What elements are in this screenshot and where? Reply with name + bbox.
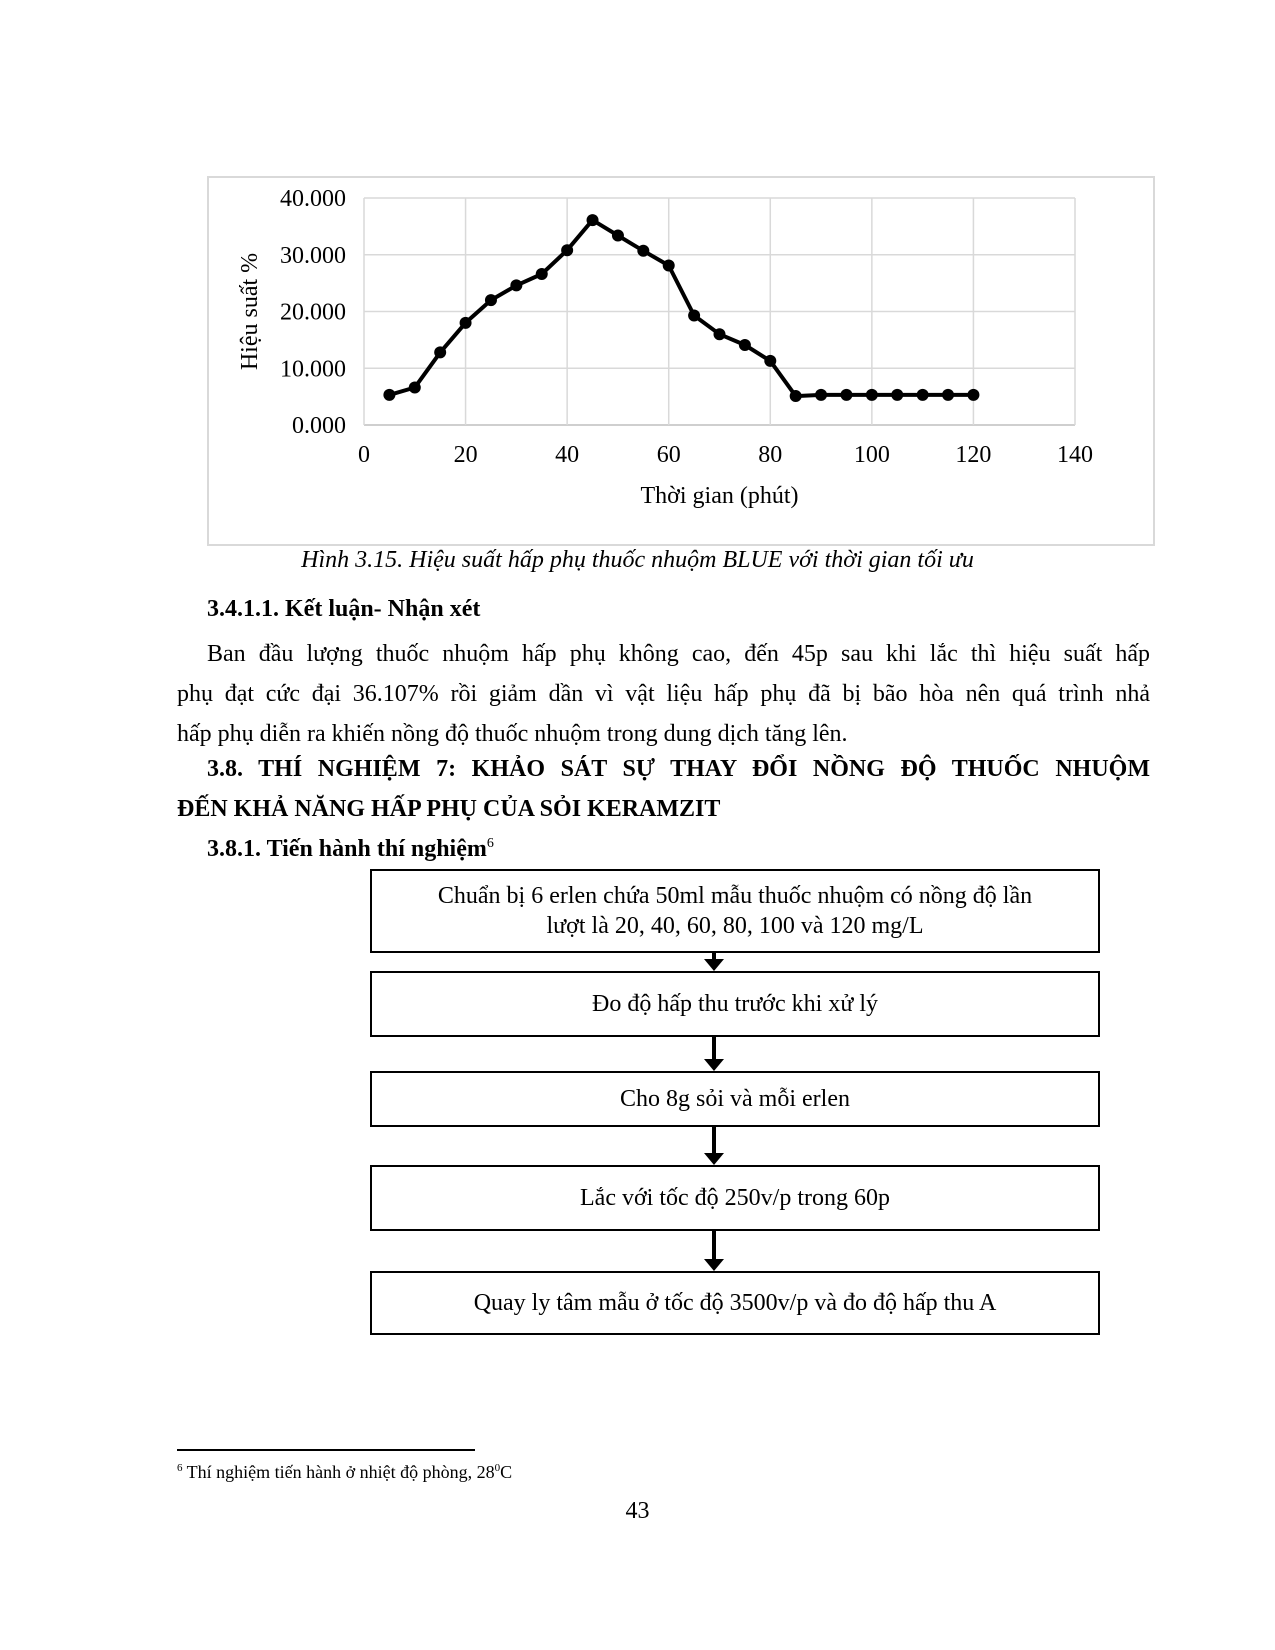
data-point bbox=[561, 244, 573, 256]
flow-arrow bbox=[702, 1037, 726, 1071]
data-point bbox=[764, 355, 776, 367]
section-heading-3-8-continued: ĐẾN KHẢ NĂNG HẤP PHỤ CỦA SỎI KERAMZIT bbox=[177, 796, 721, 822]
flow-step-prepare bbox=[370, 869, 1100, 953]
data-point bbox=[536, 268, 548, 280]
paragraph-line: phụ đạt cức đại 36.107% rồi giảm dần vì vật liệu hấp phụ đã bị bão hòa nên quá trình nhả bbox=[177, 681, 1150, 707]
footnote-text: Thí nghiệm tiến hành ở nhiệt độ phòng, 28 bbox=[182, 1462, 495, 1482]
footnote-rule bbox=[177, 1449, 475, 1451]
x-tick-label: 40 bbox=[555, 442, 580, 468]
data-point bbox=[790, 390, 802, 402]
flow-step-add-gravel-text: Cho 8g sỏi và mỗi erlen bbox=[620, 1086, 850, 1112]
chart-frame bbox=[207, 176, 1155, 546]
footnote-reference: 6 bbox=[486, 836, 494, 851]
y-axis-title: Hiệu suất % bbox=[237, 252, 263, 371]
data-point bbox=[891, 389, 903, 401]
y-tick-label: 10.000 bbox=[280, 356, 346, 383]
flow-step-measure-before-text: Đo độ hấp thu trước khi xử lý bbox=[591, 991, 878, 1017]
x-tick-label: 120 bbox=[955, 442, 992, 468]
data-point bbox=[460, 317, 472, 329]
data-point bbox=[434, 346, 446, 358]
section-heading-3-8-1-text: 3.8.1. Tiến hành thí nghiệm bbox=[207, 836, 487, 862]
x-tick-label: 80 bbox=[758, 442, 783, 468]
flow-step-prepare-line1: Chuẩn bị 6 erlen chứa 50ml mẫu thuốc nhuộm có nồng độ lần bbox=[437, 883, 1033, 909]
section-heading-3-8-1 bbox=[207, 836, 494, 863]
flow-step-prepare-line2: lượt là 20, 40, 60, 80, 100 và 120 mg/L bbox=[546, 913, 924, 939]
flow-arrow bbox=[702, 1231, 726, 1271]
series-line bbox=[389, 220, 973, 396]
data-point bbox=[942, 389, 954, 401]
line-chart bbox=[209, 178, 1153, 544]
data-point bbox=[637, 245, 649, 257]
x-tick-label: 60 bbox=[656, 442, 681, 468]
footnote-mark: 6 bbox=[177, 1462, 183, 1474]
page-number: 43 bbox=[625, 1498, 650, 1524]
data-point bbox=[510, 279, 522, 291]
flow-step-shake-text: Lắc với tốc độ 250v/p trong 60p bbox=[580, 1185, 890, 1211]
data-point bbox=[383, 389, 395, 401]
data-point bbox=[917, 389, 929, 401]
data-point bbox=[688, 309, 700, 321]
y-tick-label: 20.000 bbox=[280, 299, 346, 326]
data-point bbox=[587, 214, 599, 226]
paragraph-line: hấp phụ diễn ra khiến nồng độ thuốc nhuộm trong dung dịch tăng lên. bbox=[177, 721, 848, 747]
y-tick-label: 0.000 bbox=[292, 413, 346, 439]
flow-step-add-gravel bbox=[370, 1071, 1100, 1127]
section-heading-3-8: 3.8. THÍ NGHIỆM 7: KHẢO SÁT SỰ THAY ĐỔI NỒNG ĐỘ THUỐC NHUỘM bbox=[207, 756, 1150, 782]
flow-step-measure-before bbox=[370, 971, 1100, 1037]
flow-arrow bbox=[702, 1127, 726, 1165]
data-point bbox=[612, 229, 624, 241]
x-tick-label: 0 bbox=[358, 442, 370, 468]
x-axis-title: Thời gian (phút) bbox=[640, 483, 799, 509]
footnote bbox=[177, 1462, 512, 1483]
flow-arrow bbox=[702, 953, 726, 971]
y-tick-label: 40.000 bbox=[280, 186, 346, 212]
paragraph-line: Ban đầu lượng thuốc nhuộm hấp phụ không cao, đến 45p sau khi lắc thì hiệu suất hấp bbox=[207, 641, 1150, 667]
figure-caption: Hình 3.15. Hiệu suất hấp phụ thuốc nhuộm BLUE với thời gian tối ưu bbox=[301, 547, 974, 573]
data-point bbox=[967, 389, 979, 401]
x-tick-label: 100 bbox=[853, 442, 890, 468]
flow-step-centrifuge-text: Quay ly tâm mẫu ở tốc độ 3500v/p và đo độ hấp thu A bbox=[473, 1290, 997, 1316]
footnote-unit: C bbox=[500, 1462, 513, 1482]
x-tick-label: 20 bbox=[453, 442, 478, 468]
data-point bbox=[663, 260, 675, 272]
flow-step-shake bbox=[370, 1165, 1100, 1231]
flow-step-centrifuge bbox=[370, 1271, 1100, 1335]
conclusion-paragraph bbox=[177, 634, 1150, 754]
data-point bbox=[866, 389, 878, 401]
x-tick-label: 140 bbox=[1057, 442, 1093, 468]
data-point bbox=[409, 382, 421, 394]
data-point bbox=[714, 328, 726, 340]
section-heading-3-4-1-1: 3.4.1.1. Kết luận- Nhận xét bbox=[207, 596, 481, 622]
data-point bbox=[485, 294, 497, 306]
data-point bbox=[739, 339, 751, 351]
data-point bbox=[840, 389, 852, 401]
y-tick-label: 30.000 bbox=[280, 242, 346, 269]
footnote-degree: 0 bbox=[494, 1462, 501, 1474]
data-point bbox=[815, 389, 827, 401]
